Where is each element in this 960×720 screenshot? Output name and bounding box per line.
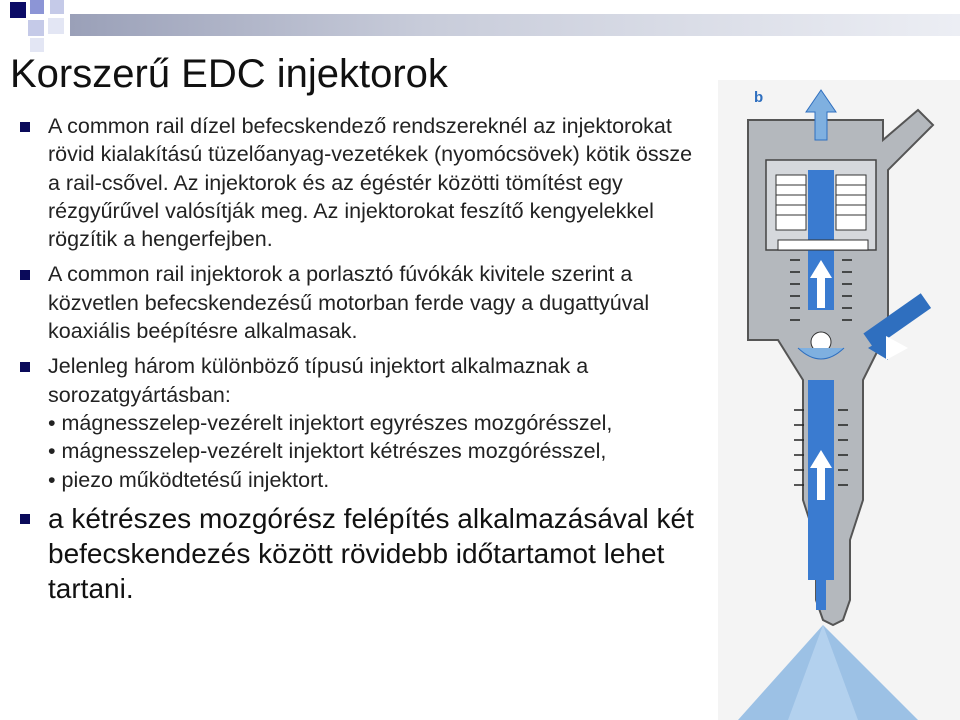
sub-item: • piezo működtetésű injektort. (48, 467, 330, 492)
injector-diagram (718, 80, 960, 720)
bullet-item (18, 112, 708, 253)
square-bullet-icon (20, 514, 30, 524)
bullet-item (18, 352, 708, 493)
bullet-text: A common rail dízel befecskendező rendszereknél az injektorokat rövid kialakítású tüzelőanyag-vezetékek (nyomócsövek) kötik össze a rail-csővel. Az injektorok és az égéstér közötti tömítést egy rézgyűrűvel valósítják meg. Az injektorokat feszítő kengyelekkel rögzítik a hengerfejben. (48, 114, 693, 252)
square-bullet-icon (20, 362, 30, 372)
slide-title: Korszerű EDC injektorok (10, 52, 448, 96)
sub-item: • mágnesszelep-vezérelt injektort kétrészes mozgórésszel, (48, 439, 607, 464)
square-bullet-icon (20, 270, 30, 280)
figure-label: b (754, 89, 764, 106)
square-bullet-icon (20, 122, 30, 132)
bullet-text: A common rail injektorok a porlasztó fúvókák kivitele szerint a közvetlen befecskendezésű motorban ferde vagy a dugattyúval koaxiális beépítésre alkalmasak. (48, 262, 650, 344)
bullet-item (18, 260, 708, 345)
sub-item: • mágnesszelep-vezérelt injektort egyrészes mozgórésszel, (48, 410, 613, 435)
header-bar (70, 14, 960, 36)
bullet-text: Jelenleg három különböző típusú injektort alkalmaznak a sorozatgyártásban: (48, 354, 589, 407)
bullet-text: a kétrészes mozgórész felépítés alkalmazásával két befecskendezés között rövidebb időtartamot lehet tartani. (48, 502, 694, 604)
bullet-list (18, 112, 708, 613)
bullet-item (18, 501, 708, 606)
